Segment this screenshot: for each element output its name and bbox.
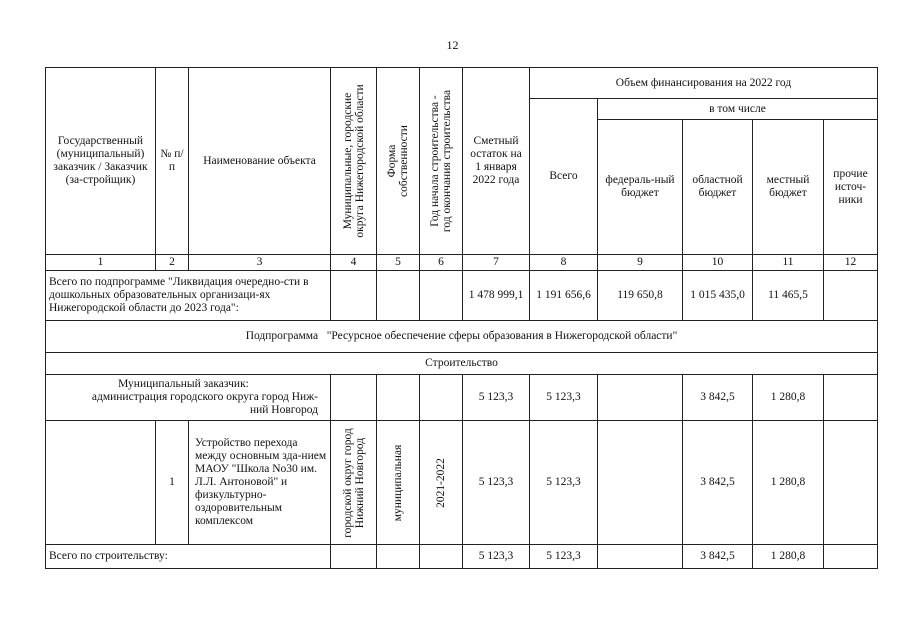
col-number: 9 [598,255,683,271]
header-years [420,68,463,255]
object-ownership [377,421,420,545]
col-number: 11 [753,255,824,271]
table-row [46,545,878,569]
regional-budget-value: 1 015 435,0 [683,271,753,321]
header-number: № п/п [156,68,189,255]
col-number: 10 [683,255,753,271]
header-customer: Государственный (муниципальный) заказчик / Заказчик (за-стройщик) [46,68,156,255]
row-total-liquidation-label: Всего по подпрограмме "Ликвидация очередно-сти в дошкольных образовательных организаци-ях Нижегородской области до 2023 года": [46,271,331,321]
total-value: 5 123,3 [530,421,598,545]
col-number: 6 [420,255,463,271]
page-number: 12 [446,38,459,52]
col-number: 1 [46,255,156,271]
regional-budget-value: 3 842,5 [683,545,753,569]
object-ownership-text: муниципальная [392,444,404,521]
header-years-line2: год окончания строительства [441,89,453,233]
header-years-line1: Год начала строительства - [429,95,441,227]
table-row [46,271,878,321]
federal-budget-value: 119 650,8 [598,271,683,321]
header-object-name: Наименование объекта [189,68,331,255]
col-number: 3 [189,255,331,271]
object-municipality-line1: городской округ город [341,427,354,538]
row-customer-label [46,375,331,421]
header-municipalities [331,68,377,255]
estimate-balance-value: 5 123,3 [463,545,530,569]
local-budget-value: 1 280,8 [753,545,824,569]
row-customer-line1: Муниципальный заказчик: [118,378,249,390]
header-local-budget: местный бюджет [753,120,824,255]
regional-budget-value: 3 842,5 [683,421,753,545]
header-other-sources: прочие источ-ники [824,120,878,255]
header-municipalities-line2: округа Нижегородской области [353,84,366,238]
local-budget-value: 11 465,5 [753,271,824,321]
col-number: 2 [156,255,189,271]
estimate-balance-value: 5 123,3 [463,421,530,545]
total-value: 1 191 656,6 [530,271,598,321]
col-number: 5 [377,255,420,271]
estimate-balance-value: 5 123,3 [463,375,530,421]
row-customer-line3: ний Новгород [249,404,318,416]
local-budget-value: 1 280,8 [753,375,824,421]
subprogram-title: Подпрограмма "Ресурсное обеспечение сферы образования в Нижегородской области" [46,321,878,353]
estimate-balance-value: 1 478 999,1 [463,271,530,321]
object-municipality-line2: Нижний Новгород [353,437,366,528]
regional-budget-value: 3 842,5 [683,375,753,421]
header-ownership-line2: собственности [398,125,410,197]
header-funding-title: Объем финансирования на 2022 год [530,68,878,99]
local-budget-value: 1 280,8 [753,421,824,545]
table-row [46,375,878,421]
object-name: Устройство перехода между основным зда-нием МАОУ "Школа No30 им. Л.Л. Антоновой" и физкультурно-оздоровительным комплексом [189,421,331,545]
header-federal-budget: федераль-ный бюджет [598,120,683,255]
section-title: Строительство [46,353,878,375]
budget-table [45,67,878,569]
header-total: Всего [530,99,598,255]
header-municipalities-line1: Муниципальные, городские [341,92,354,230]
header-estimate-balance: Сметный остаток на 1 января 2022 года [463,68,530,255]
row-customer-line2: администрация городского округа город Ниж- [91,391,318,403]
header-ownership-line1: Форма [386,144,398,178]
row-total-construction-label: Всего по строительству: [46,545,331,569]
header-including: в том числе [598,99,878,120]
total-value: 5 123,3 [530,545,598,569]
object-municipality [331,421,377,545]
total-value: 5 123,3 [530,375,598,421]
col-number: 12 [824,255,878,271]
col-number: 7 [463,255,530,271]
table-row [46,421,878,545]
object-years-text: 2021-2022 [435,457,447,508]
col-number: 4 [331,255,377,271]
header-regional-budget: областной бюджет [683,120,753,255]
col-number: 8 [530,255,598,271]
header-ownership [377,68,420,255]
object-years [420,421,463,545]
object-number: 1 [156,421,189,545]
